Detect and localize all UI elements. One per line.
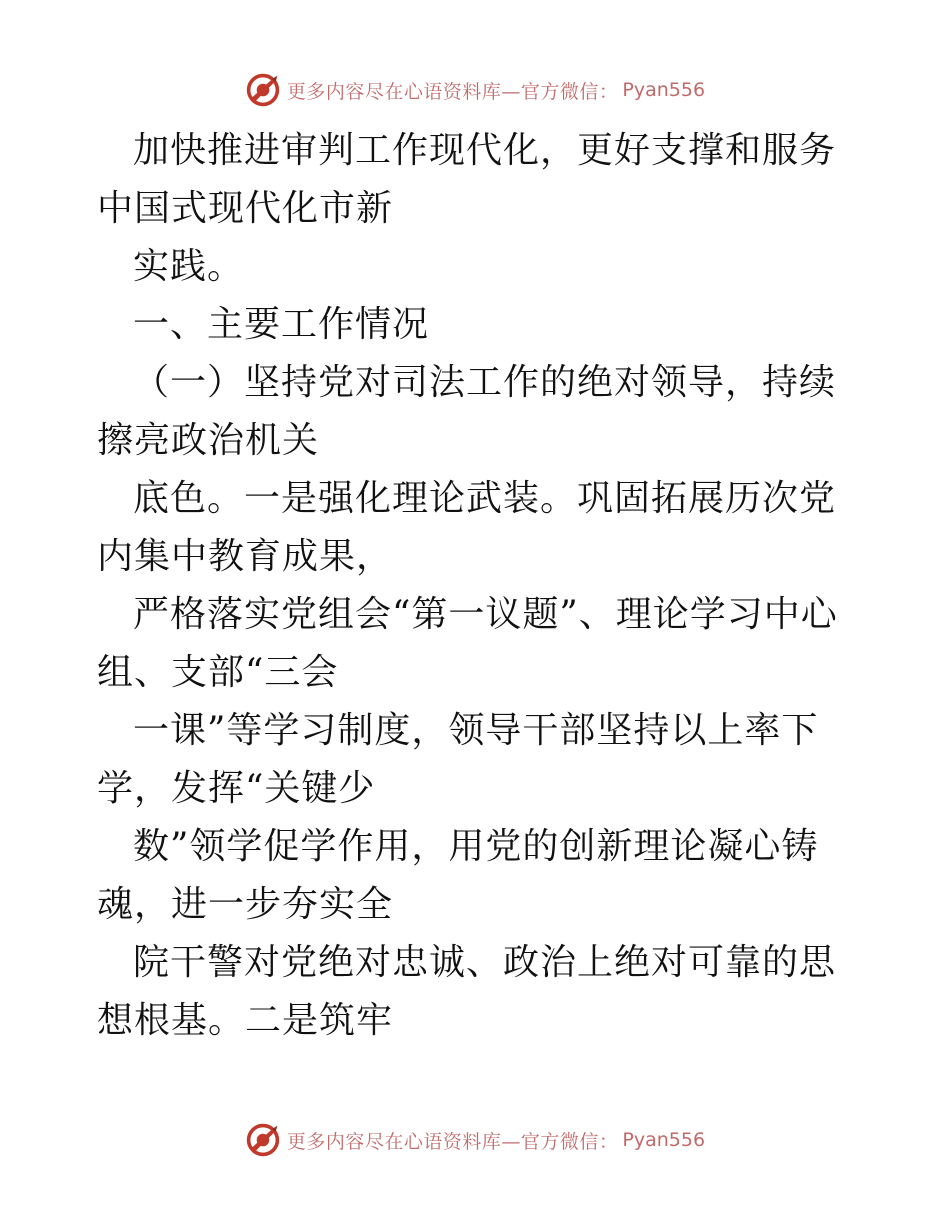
footer-wechat-id: Pyan556: [622, 1129, 706, 1151]
brand-logo-icon: [245, 72, 281, 108]
header-wechat-id: Pyan556: [622, 79, 706, 101]
brand-logo-icon: [245, 1122, 281, 1158]
paragraph-2: 实践。: [133, 246, 245, 287]
paragraph-7: 数”领学促学作用，用党的创新理论凝心铸魂，进一步夯实全: [97, 826, 819, 925]
section-heading: 一、主要工作情况: [133, 304, 430, 345]
footer-banner: [0, 1120, 950, 1160]
paragraph-5: 严格落实党组会“第一议题”、理论学习中心组、支部“三会: [97, 594, 838, 693]
footer-banner-text: 更多内容尽在心语资料库—官方微信：: [286, 1130, 619, 1153]
paragraph-6: 一课”等学习制度，领导干部坚持以上率下学，发挥“关键少: [97, 710, 819, 809]
document-body: [97, 122, 867, 1050]
paragraph-3: （一）坚持党对司法工作的绝对领导，持续擦亮政治机关: [97, 362, 837, 461]
header-banner-text: 更多内容尽在心语资料库—官方微信：: [286, 80, 619, 103]
paragraph-8: 院干警对党绝对忠诚、政治上绝对可靠的思想根基。二是筑牢: [97, 942, 837, 1041]
header-banner: [0, 70, 950, 110]
paragraph-1: 加快推进审判工作现代化，更好支撑和服务中国式现代化市新: [97, 130, 837, 229]
paragraph-4: 底色。一是强化理论武装。巩固拓展历次党内集中教育成果，: [97, 478, 837, 577]
